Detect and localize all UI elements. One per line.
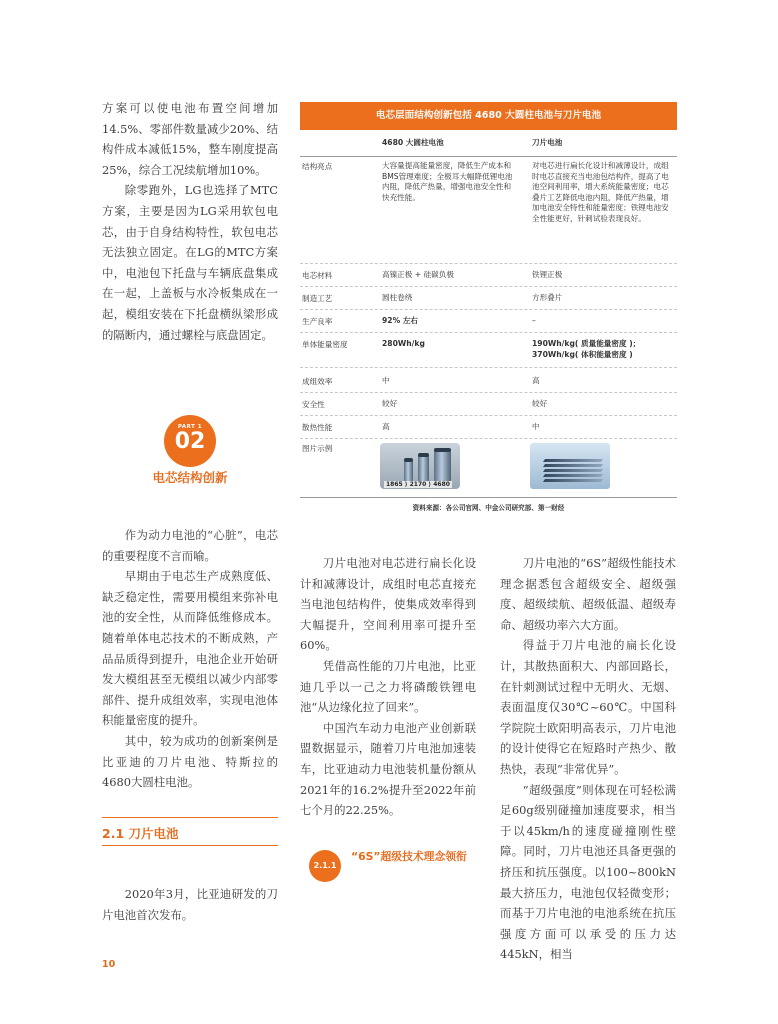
cell-blade: 较好 xyxy=(532,399,548,408)
subsection-heading: “6S”超级技术理念领衔 xyxy=(351,850,467,863)
blade-cell xyxy=(543,469,603,472)
table-header-cell: 4680 大圆柱电池 xyxy=(382,138,444,147)
row-label: 生产良率 xyxy=(302,317,333,326)
row-label: 电芯材料 xyxy=(302,271,333,280)
table-header-cell xyxy=(300,130,380,142)
row-label: 单体能量密度 xyxy=(302,340,348,349)
photo-caption: 1865 ⟩ 2170 ⟩ 4680 xyxy=(386,481,450,488)
cell-4680: 高 xyxy=(382,422,390,431)
table-row xyxy=(300,157,677,264)
part-number: 02 xyxy=(174,429,206,454)
paragraph: 凭借高性能的刀片电池，比亚迪几乎以一己之力将磷酸铁锂电池“从边缘化拉了回来”。 xyxy=(300,658,476,715)
blade-battery-photo xyxy=(530,443,610,489)
cell-blade: 中 xyxy=(532,422,540,431)
paragraph: 除零跑外，LG也选择了MTC方案，主要是因为LG采用软包电芯，由于自身结构特性，软包电芯无法独立固定。在LG的MTC方案中，电池包下托盘与车辆底盘集成在一起，上盖板与水冷板集成在一起，模组安装在下托盘横纵梁形成的隔断内，通过螺栓与底盘固定。 xyxy=(102,183,278,342)
cell-blade: 方形叠片 xyxy=(532,293,563,302)
paragraph: “超级强度”则体现在可轻松满足60g级别碰撞加速度要求，相当于以45km/h的速度碰撞刚性壁障。同时，刀片电池还具备更强的挤压和抗压强度。以100~800kN最大挤压力，电池包仅轻微变形；而基于刀片电池的电池系统在抗压强度方面可以承受的压力达445kN，相当 xyxy=(500,782,676,962)
chapter-title: 电芯结构创新 xyxy=(152,470,228,485)
section-divider xyxy=(102,817,278,818)
page-number: 10 xyxy=(102,959,116,970)
table-header-cell: 刀片电池 xyxy=(532,138,563,147)
middle-column xyxy=(300,553,476,821)
table-row xyxy=(300,368,677,393)
cell-4680: 中 xyxy=(382,376,390,385)
cell-4680: 圆柱卷绕 xyxy=(382,293,413,302)
right-column xyxy=(500,553,676,965)
cell-2170 xyxy=(418,453,429,482)
paragraph: 中国汽车动力电池产业创新联盟数据显示，随着刀片电池加速装车，比亚迪动力电池装机量份额从2021年的16.2%提升至2022年前七个月的22.25%。 xyxy=(300,720,476,818)
table-row xyxy=(300,287,677,310)
paragraph: 刀片电池的“6S”超级性能技术理念据悉包含超级安全、超级强度、超级续航、超级低温、超级寿命、超级功率六大方面。 xyxy=(500,556,676,632)
blade-cell xyxy=(543,474,603,477)
left-column-middle xyxy=(102,525,278,793)
paragraph: 得益于刀片电池的扁长化设计，其散热面积大、内部回路长，在针刺测试过程中无明火、无烟、表面温度仅30℃~60℃。中国科学院院士欧阳明高表示，刀片电池的设计使得它在短路时产热少、散热快，表现“非常优异”。 xyxy=(500,638,676,776)
table-header-row xyxy=(300,130,677,157)
paragraph: 方案可以使电池布置空间增加14.5%、零部件数量减少20%、结构件成本减低15%，整车刚度提高25%，综合工况续航增加10%。 xyxy=(102,101,278,177)
row-label: 结构亮点 xyxy=(302,162,333,171)
table-row xyxy=(300,264,677,287)
paragraph: 作为动力电池的“心脏”，电芯的重要程度不言而喻。 xyxy=(102,528,278,563)
blade-cell xyxy=(543,479,603,482)
part-label: PART 1 xyxy=(177,424,203,430)
cell-blade: 高 xyxy=(532,376,540,385)
table-bottom-rule xyxy=(300,497,677,498)
row-label: 图片示例 xyxy=(302,444,333,453)
left-column-top xyxy=(102,98,278,345)
subsection-number-badge: 2.1.1 xyxy=(309,850,341,882)
blade-cell xyxy=(543,464,603,467)
table-title: 电芯层面结构创新包括 4680 大圆柱电池与刀片电池 xyxy=(300,102,677,130)
cell-blade: – xyxy=(532,316,536,325)
cell-blade: 190Wh/kg( 质量能量密度 )； 370Wh/kg( 体积能量密度 ) xyxy=(532,339,641,359)
cell-4680: 高镍正极 + 硅碳负极 xyxy=(382,270,454,279)
section-divider xyxy=(102,845,278,846)
table-source: 资料来源：各公司官网、中金公司研究部、第一财经 xyxy=(412,504,565,512)
paragraph: 2020年3月，比亚迪研发的刀片电池首次发布。 xyxy=(102,887,278,922)
left-column-bottom xyxy=(102,884,278,925)
table-row xyxy=(300,310,677,333)
cell-4680: 92% 左右 xyxy=(382,316,419,325)
part-badge xyxy=(164,415,216,467)
section-heading: 2.1 刀片电池 xyxy=(102,826,179,841)
cell-4680: 较好 xyxy=(382,399,398,408)
cell-1865 xyxy=(404,458,413,482)
row-label: 成组效率 xyxy=(302,377,333,386)
cell-blade: 铁锂正极 xyxy=(532,270,563,279)
row-label: 制造工艺 xyxy=(302,294,333,303)
table-row-pictures xyxy=(300,439,677,497)
table-row xyxy=(300,416,677,439)
table-row xyxy=(300,393,677,416)
cell-4680: 大容量提高能量密度，降低生产成本和BMS管理难度；全极耳大幅降低锂电池内阻，降低产热量，增强电池安全性和快充性能。 xyxy=(382,161,513,202)
paragraph: 刀片电池对电芯进行扁长化设计和减薄设计，成组时电芯直接充当电池包结构件，使集成效率得到大幅提升，空间利用率可提升至60%。 xyxy=(300,556,476,653)
cylinder-cell-photo xyxy=(380,443,460,489)
cell-blade: 对电芯进行扁长化设计和减薄设计，成组时电芯直接充当电池包结构件，提高了电池空间利用率，增大系统能量密度；电芯叠片工艺降低电池内阻，降低产热量，增加电池安全特性和能量密度；铁锂电池安全性能更好，针刺试验表现良好。 xyxy=(532,161,669,223)
comparison-table xyxy=(300,102,677,512)
blade-cell xyxy=(543,459,603,462)
row-label: 散热性能 xyxy=(302,423,333,432)
cell-4680: 280Wh/kg xyxy=(382,339,425,348)
cell-4680 xyxy=(434,448,451,482)
paragraph: 早期由于电芯生产成熟度低、缺乏稳定性，需要用模组来弥补电池的安全性，从而降低维修成本。随着单体电芯技术的不断成熟，产品品质得到提升，电池企业开始研发大模组甚至无模组以减少内部零部件、提升成组效率，实现电池体积能量密度的提升。 xyxy=(102,569,278,728)
table-row xyxy=(300,333,677,368)
row-label: 安全性 xyxy=(302,400,325,409)
paragraph: 其中，较为成功的创新案例是比亚迪的刀片电池、特斯拉的4680大圆柱电池。 xyxy=(102,733,278,790)
